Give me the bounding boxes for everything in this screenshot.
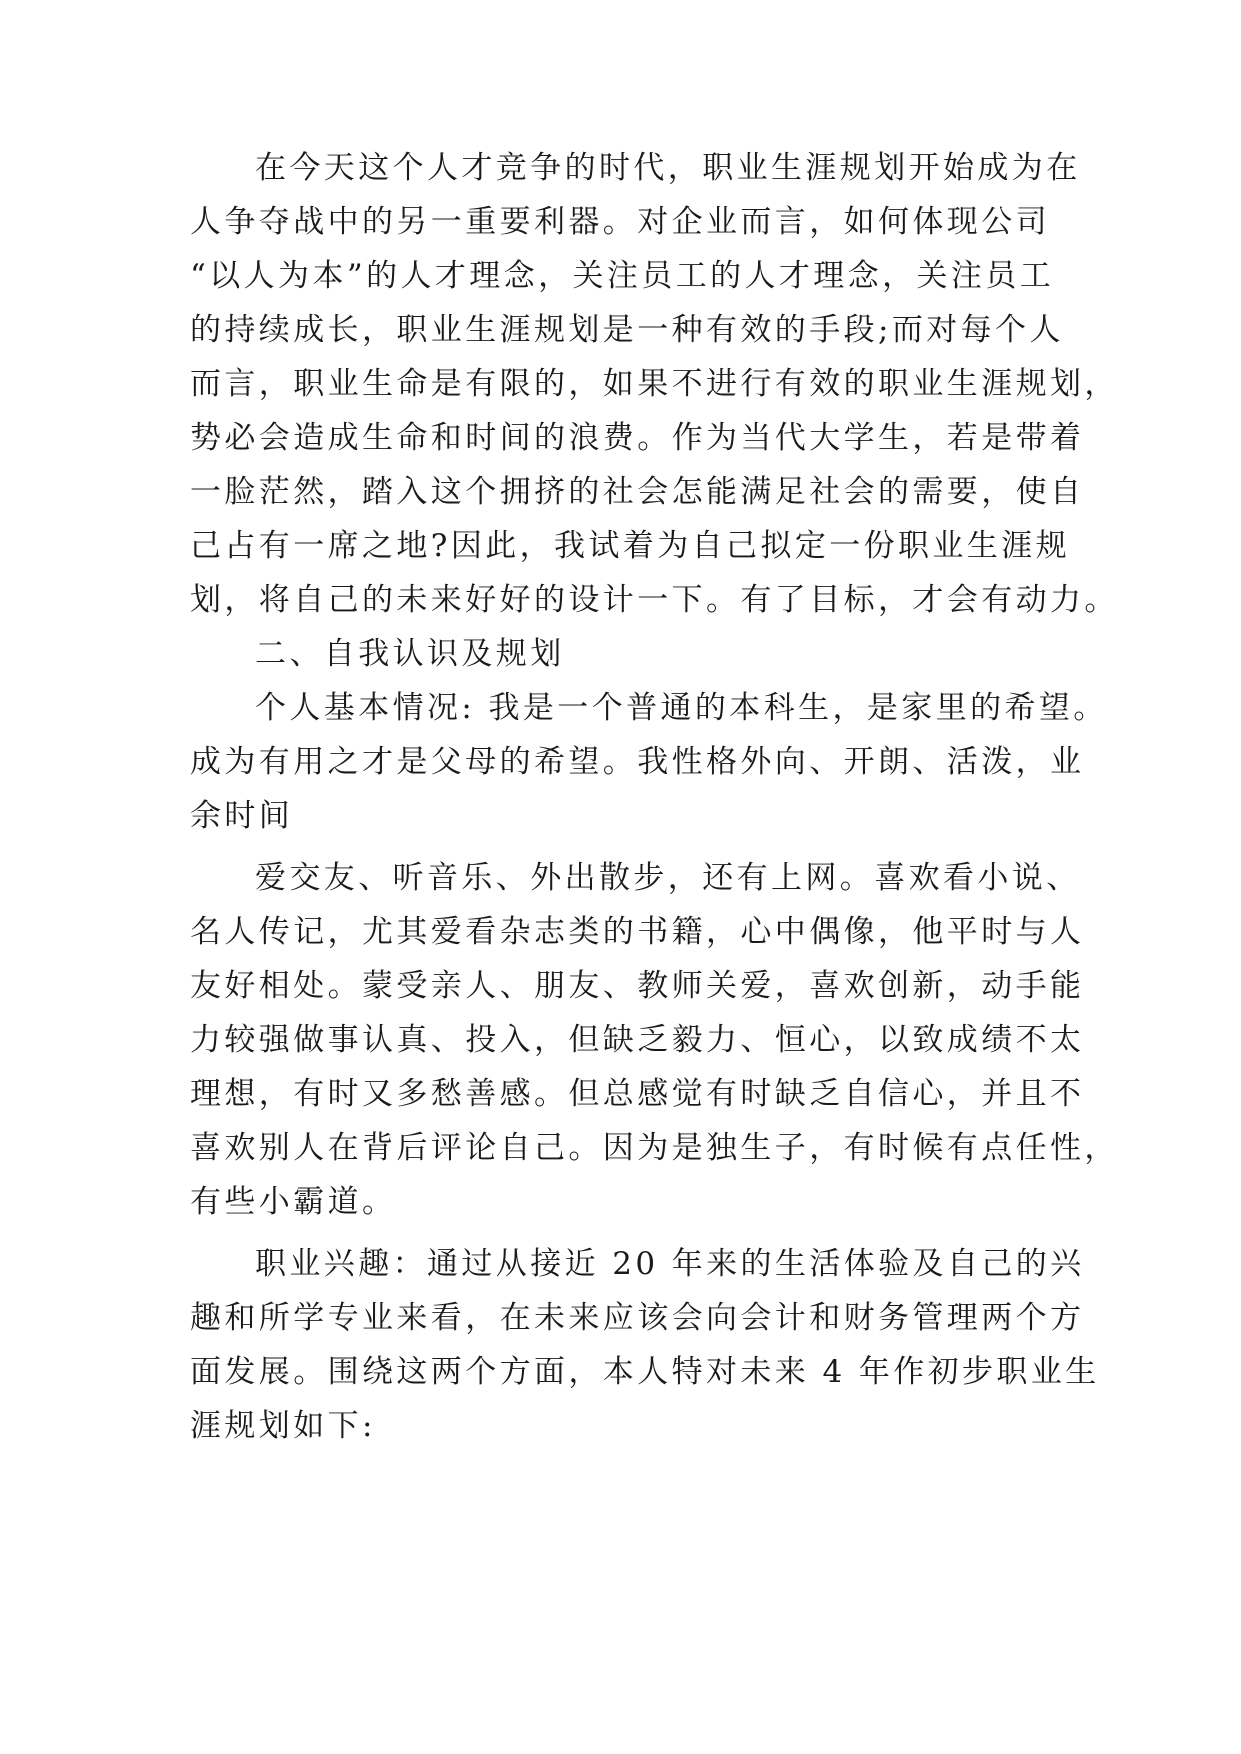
paragraph-line: 趣和所学专业来看，在未来应该会向会计和财务管理两个方 bbox=[190, 1300, 1085, 1336]
paragraph-line: 成为有用之才是父母的希望。我性格外向、开朗、活泼，业 bbox=[190, 744, 1085, 780]
paragraph-line: 友好相处。蒙受亲人、朋友、教师关爱，喜欢创新，动手能 bbox=[190, 968, 1085, 1004]
paragraph-line: 人争夺战中的另一重要利器。对企业而言，如何体现公司 bbox=[190, 204, 1050, 240]
paragraph-line: 的持续成长，职业生涯规划是一种有效的手段;而对每个人 bbox=[190, 312, 1064, 348]
paragraph-line: 在今天这个人才竞争的时代，职业生涯规划开始成为在 bbox=[255, 150, 1081, 186]
paragraph-line: 一脸茫然，踏入这个拥挤的社会怎能满足社会的需要，使自 bbox=[190, 474, 1085, 510]
paragraph-line: 职业兴趣：通过从接近 20 年来的生活体验及自己的兴 bbox=[255, 1246, 1085, 1282]
paragraph-line: 余时间 bbox=[190, 798, 294, 834]
paragraph-line: “以人为本”的人才理念，关注员工的人才理念，关注员工 bbox=[190, 258, 1055, 294]
paragraph-line: 己占有一席之地?因此，我试着为自己拟定一份职业生涯规 bbox=[190, 528, 1071, 564]
section-heading: 二、自我认识及规划 bbox=[255, 636, 565, 672]
paragraph-line: 喜欢别人在背后评论自己。因为是独生子，有时候有点任性， bbox=[190, 1130, 1119, 1166]
paragraph-line: 面发展。围绕这两个方面，本人特对未来 4 年作初步职业生 bbox=[190, 1354, 1100, 1390]
paragraph-line: 力较强做事认真、投入，但缺乏毅力、恒心，以致成绩不太 bbox=[190, 1022, 1085, 1058]
paragraph-line: 理想，有时又多愁善感。但总感觉有时缺乏自信心，并且不 bbox=[190, 1076, 1085, 1112]
paragraph-line: 有些小霸道。 bbox=[190, 1184, 397, 1220]
paragraph-line: 爱交友、听音乐、外出散步，还有上网。喜欢看小说、 bbox=[255, 860, 1081, 896]
paragraph-line: 划，将自己的未来好好的设计一下。有了目标，才会有动力。 bbox=[190, 582, 1119, 618]
paragraph-line: 势必会造成生命和时间的浪费。作为当代大学生，若是带着 bbox=[190, 420, 1085, 456]
paragraph-line: 涯规划如下: bbox=[190, 1408, 376, 1444]
paragraph-line: 而言，职业生命是有限的，如果不进行有效的职业生涯规划， bbox=[190, 366, 1119, 402]
paragraph-line: 名人传记，尤其爱看杂志类的书籍，心中偶像，他平时与人 bbox=[190, 914, 1085, 950]
paragraph-line: 个人基本情况: 我是一个普通的本科生，是家里的希望。 bbox=[255, 690, 1108, 726]
